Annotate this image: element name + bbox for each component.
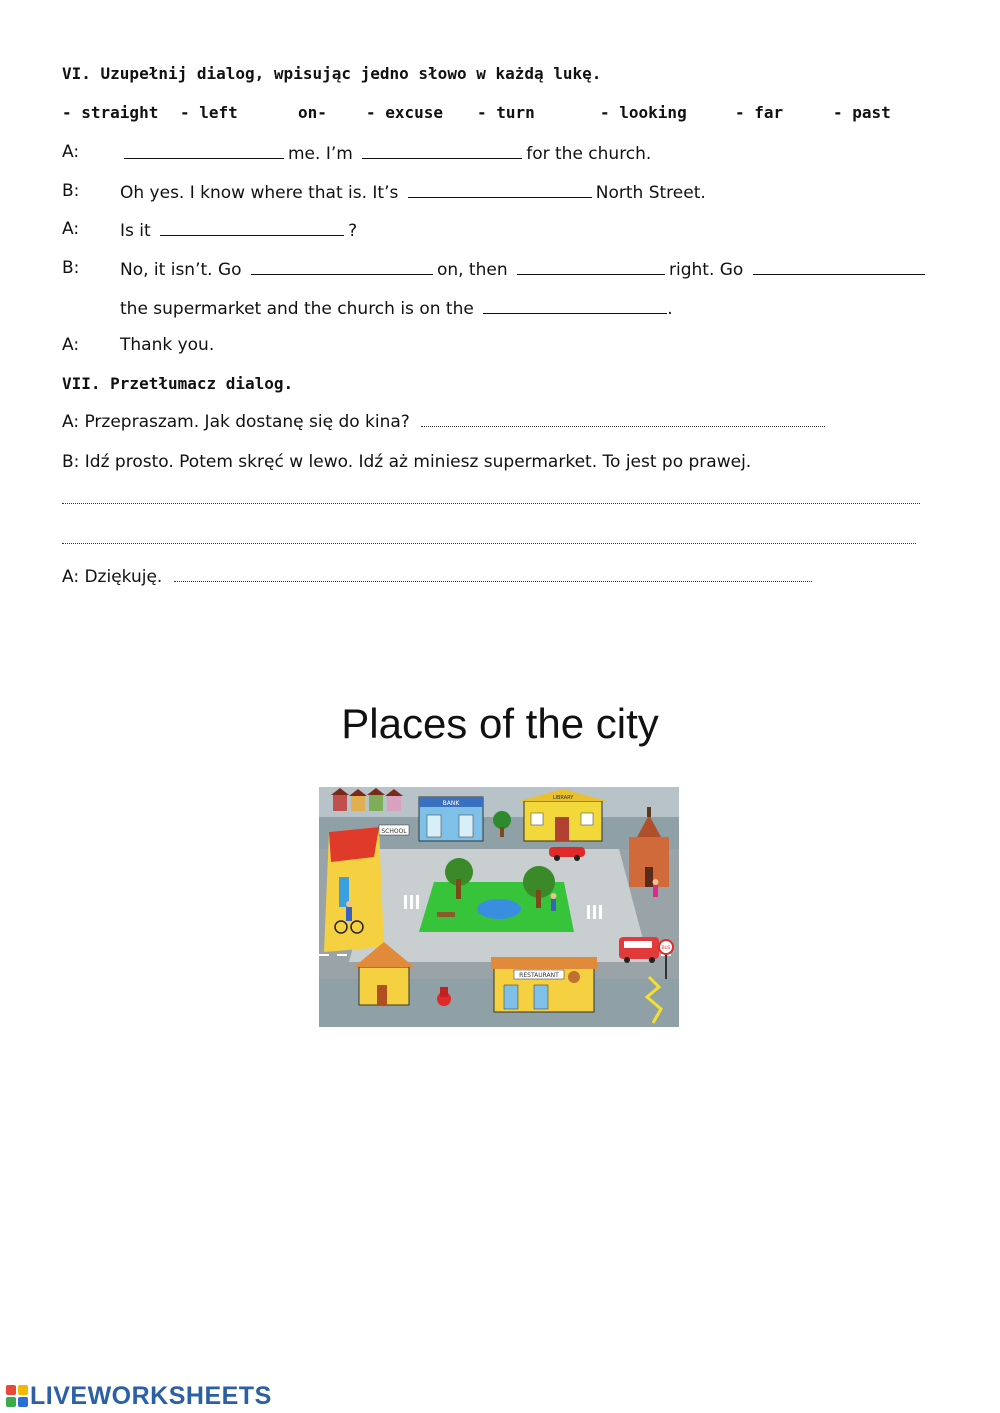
answer-dotted-line[interactable] xyxy=(174,566,812,582)
dialog-line xyxy=(62,257,942,279)
dialog-text: on, then xyxy=(436,260,508,280)
dialog-text: right. Go xyxy=(669,260,744,280)
answer-gap[interactable] xyxy=(753,257,925,275)
dialog-text: ? xyxy=(348,221,358,241)
footer-brand-text: LIVEWORKSHEETS xyxy=(30,1381,272,1410)
restaurant-label: RESTAURANT xyxy=(519,972,559,979)
translation-line xyxy=(62,566,812,588)
answer-dotted-line[interactable] xyxy=(62,488,920,504)
translation-line xyxy=(62,528,916,550)
answer-gap[interactable] xyxy=(517,257,665,275)
dialog-text: North Street. xyxy=(595,183,706,203)
page-title: Places of the city xyxy=(341,700,659,747)
dialog-text: No, it isn’t. Go xyxy=(120,260,242,280)
translation-source: A: Przepraszam. Jak dostanę się do kina? xyxy=(62,412,410,432)
translation-line xyxy=(62,488,920,510)
translation-source: B: Idź prosto. Potem skręć w lewo. Idź aż miniesz supermarket. To jest po prawej. xyxy=(62,452,752,472)
word-bank-item: on- xyxy=(298,103,327,122)
library-label: LIBRARY xyxy=(552,795,574,801)
car xyxy=(549,847,585,857)
speaker-label: A: xyxy=(62,142,80,162)
answer-gap[interactable] xyxy=(408,180,592,198)
dialog-text: Oh yes. I know where that is. It’s xyxy=(120,183,399,203)
translation-line xyxy=(62,411,825,433)
dialog-text: . xyxy=(667,299,673,319)
answer-gap[interactable] xyxy=(124,141,284,159)
pond xyxy=(477,899,521,919)
bank-label: BANK xyxy=(442,800,460,807)
word-bank-item: - left xyxy=(180,103,238,122)
answer-gap[interactable] xyxy=(483,296,667,314)
person xyxy=(653,885,658,897)
word-bank-item: - looking xyxy=(600,103,687,122)
liveworksheets-logo-icon xyxy=(6,1385,28,1407)
dialog-text: the supermarket and the church is on the xyxy=(120,299,474,319)
dialog-text: Is it xyxy=(120,221,151,241)
dialog-line xyxy=(62,218,962,240)
dialog-text: Thank you. xyxy=(120,335,215,355)
word-bank-item: - turn xyxy=(477,103,535,122)
person xyxy=(551,899,556,911)
answer-gap[interactable] xyxy=(362,141,522,159)
school-label: SCHOOL xyxy=(381,828,407,835)
footer-brand xyxy=(6,1381,272,1411)
word-bank-item: - past xyxy=(833,103,891,122)
city-illustration xyxy=(319,787,679,1027)
word-bank xyxy=(62,102,962,124)
speaker-label: B: xyxy=(62,258,80,278)
dialog-text: for the church. xyxy=(526,144,652,164)
dialog-line xyxy=(62,180,962,202)
dialog-line xyxy=(62,141,962,163)
translation-source: A: Dziękuję. xyxy=(62,567,163,587)
section-6-heading: VI. Uzupełnij dialog, wpisując jedno słowo w każdą lukę. xyxy=(62,64,602,83)
speaker-label: A: xyxy=(62,219,80,239)
section-7-heading: VII. Przetłumacz dialog. xyxy=(62,374,294,393)
word-bank-item: - straight xyxy=(62,103,159,122)
bus-stop-label: BUS xyxy=(661,945,671,950)
answer-dotted-line[interactable] xyxy=(62,528,916,544)
speaker-label: A: xyxy=(62,335,80,355)
word-bank-item: - excuse xyxy=(366,103,444,122)
answer-gap[interactable] xyxy=(160,218,344,236)
dialog-line xyxy=(62,296,962,318)
dialog-text: me. I’m xyxy=(288,144,353,164)
answer-dotted-line[interactable] xyxy=(421,411,825,427)
word-bank-item: - far xyxy=(735,103,784,122)
answer-gap[interactable] xyxy=(251,257,433,275)
dialog-line xyxy=(62,334,962,356)
speaker-label: B: xyxy=(62,181,80,201)
